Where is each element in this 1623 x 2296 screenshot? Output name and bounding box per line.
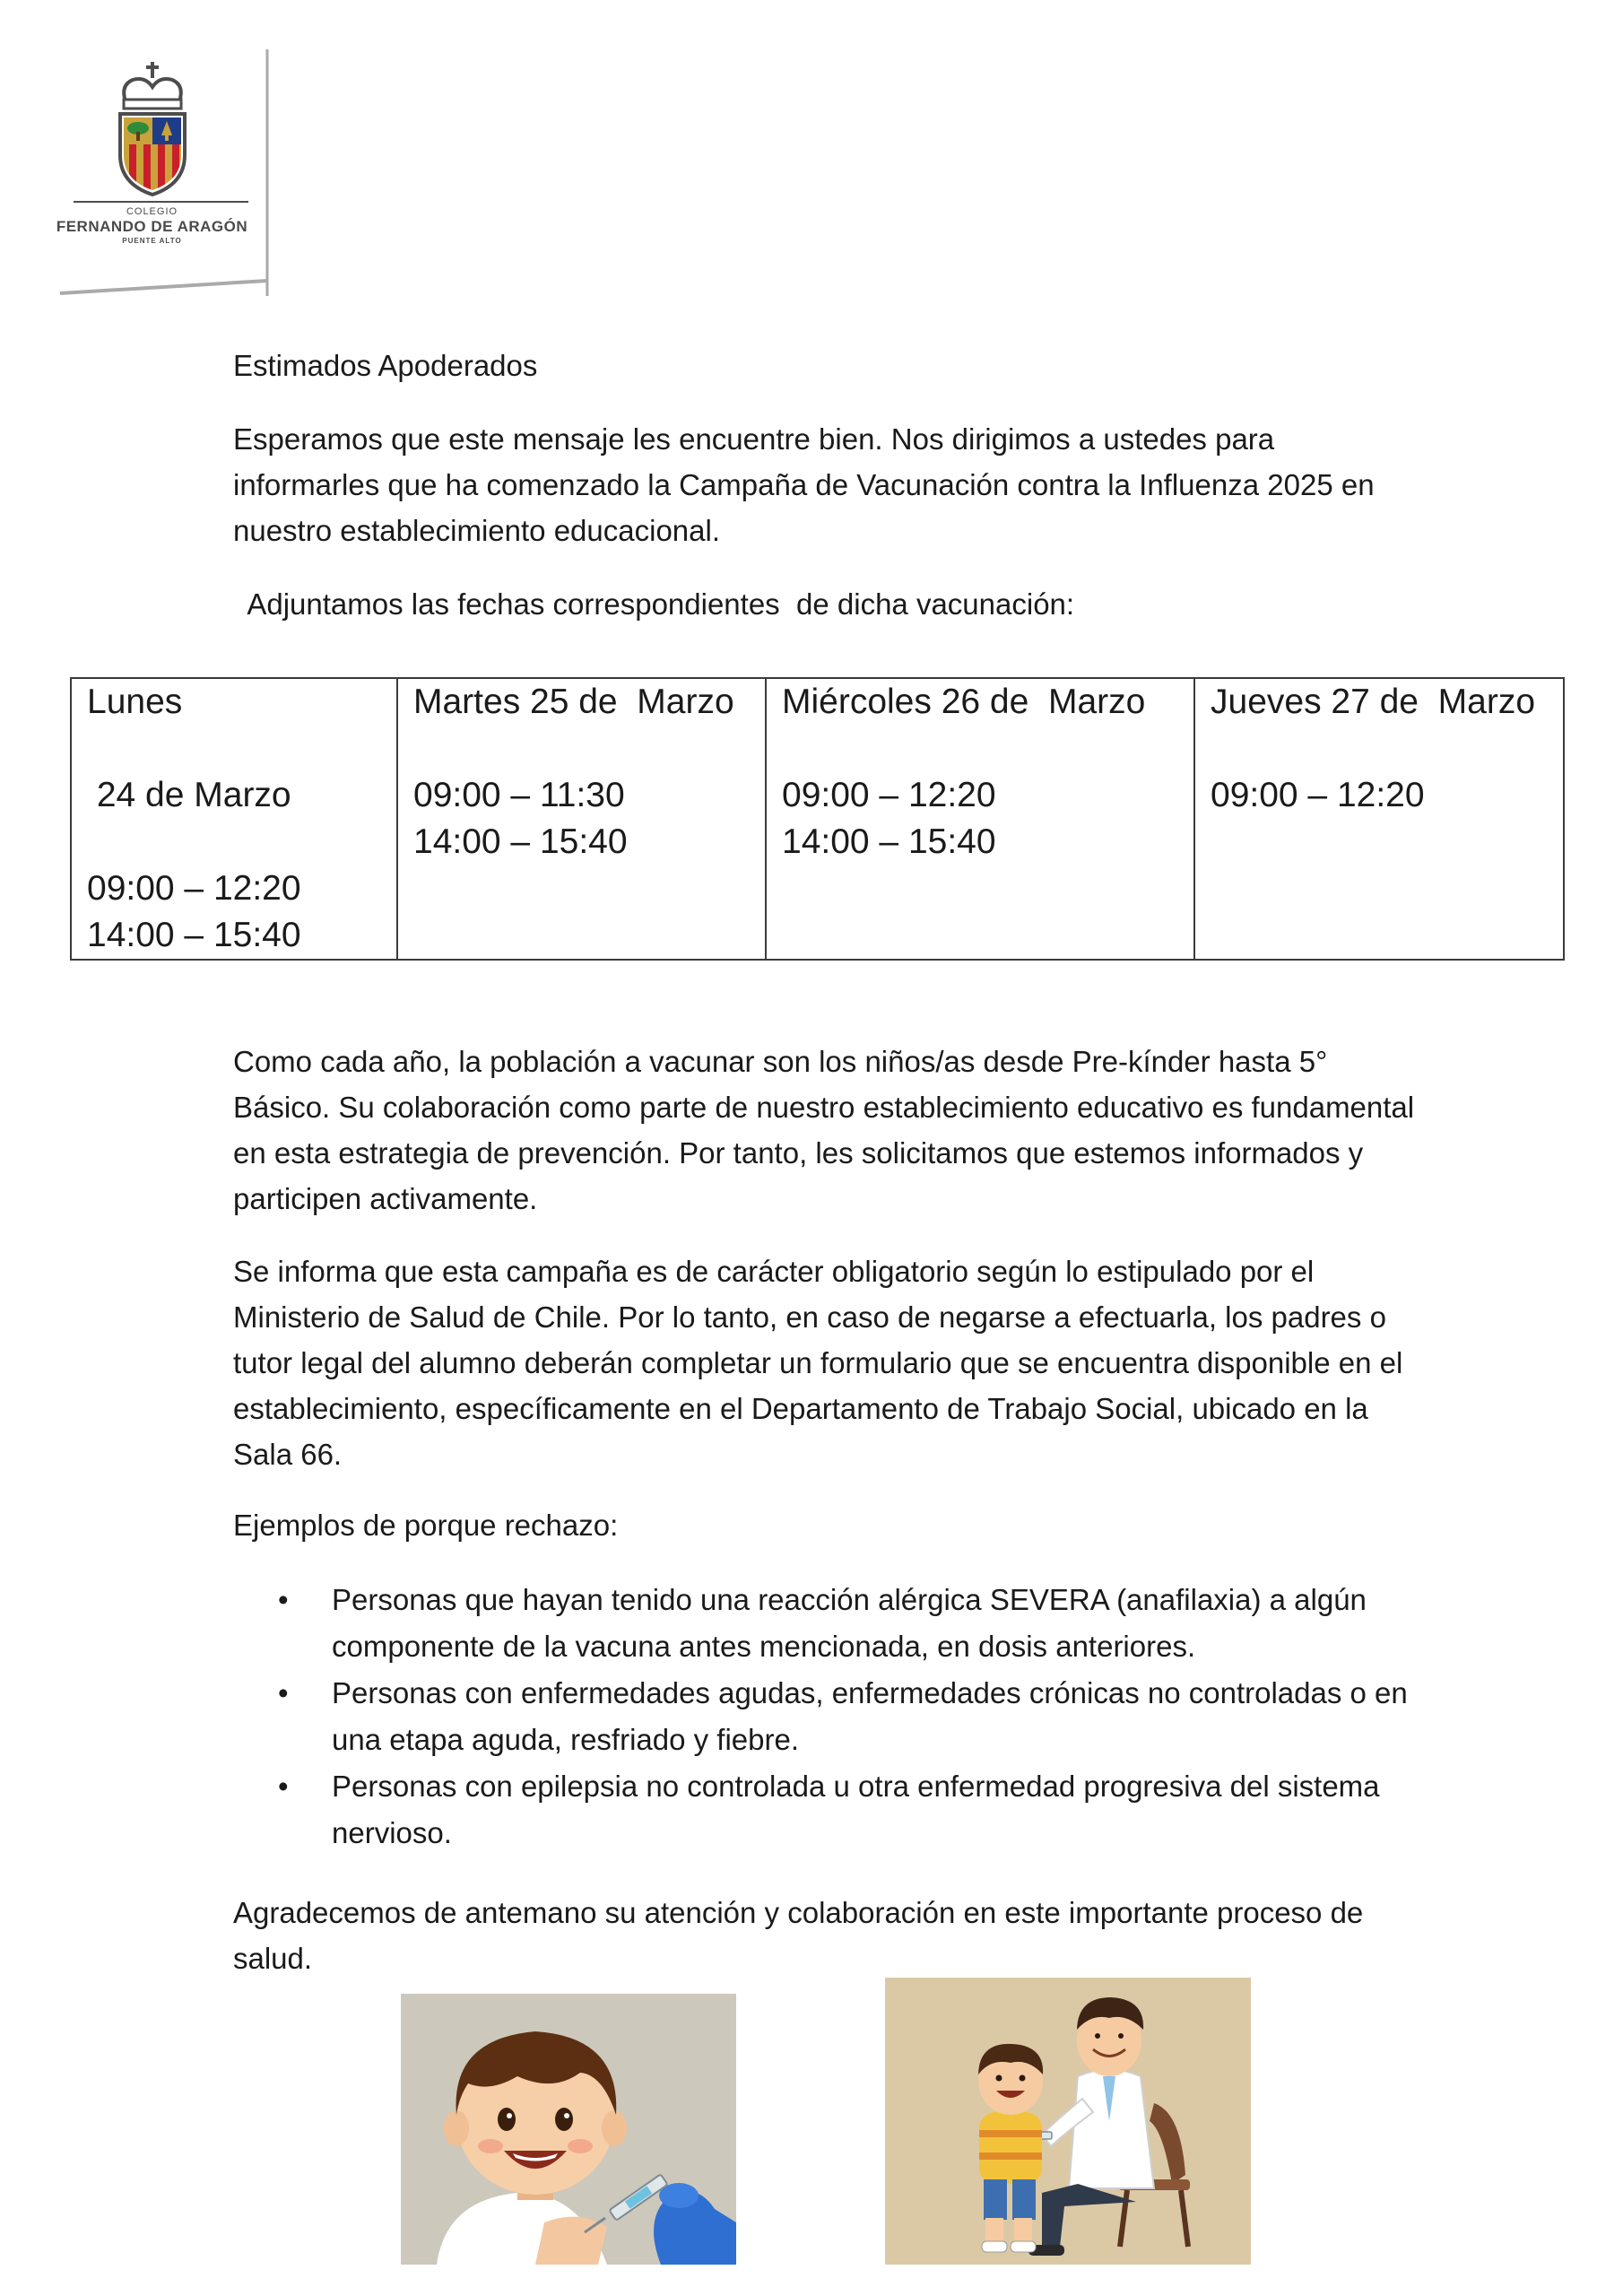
reason-text: Personas que hayan tenido una reacción alérgica SEVERA (anafilaxia) a algún componente de la vacuna antes mencionada, en dosis anteriores. <box>332 1583 1367 1663</box>
school-crest-icon <box>56 49 280 300</box>
logo-school-name: FERNANDO DE ARAGÓN <box>56 218 248 235</box>
reason-text: Personas con epilepsia no controlada u otra enfermedad progresiva del sistema nervioso. <box>332 1770 1380 1849</box>
schedule-cell-tuesday <box>397 678 766 960</box>
dates-intro: Adjuntamos las fechas correspondientes de dicha vacunación: <box>240 587 1075 621</box>
reason-text: Personas con enfermedades agudas, enfermedades crónicas no controladas o en una etapa aguda, resfriado y fiebre. <box>332 1676 1408 1756</box>
doctor-with-child-icon <box>885 1978 1251 2265</box>
rejection-reasons-list <box>233 1577 1417 1857</box>
schedule-line: Martes 25 de Marzo <box>413 683 734 721</box>
child-vaccination-icon <box>401 1994 736 2265</box>
list-item <box>233 1763 1417 1857</box>
schedule-line <box>87 726 384 772</box>
schedule-line: 14:00 – 15:40 <box>782 822 996 861</box>
bullet-icon: • <box>278 1676 289 1709</box>
examples-intro: Ejemplos de porque rechazo: <box>233 1509 619 1542</box>
logo-location: PUENTE ALTO <box>122 237 182 245</box>
schedule-line: 09:00 – 12:20 <box>1211 776 1425 814</box>
doctor-with-child-illustration <box>885 1978 1251 2265</box>
mandatory-paragraph: Se informa que esta campaña es de carácter obligatorio según lo estipulado por el Ministerio de Salud de Chile. Por lo tanto, en caso de negarse a efectuarla, los padres o tutor legal del alumno deberán completar un formulario que se encuentra disponible en el establecimiento, específicamente en el Departamento de Trabajo Social, ubicado en la Sala 66. <box>233 1255 1403 1471</box>
schedule-line <box>782 726 1181 772</box>
schedule-line: 14:00 – 15:40 <box>413 822 628 861</box>
schedule-line: 09:00 – 12:20 <box>782 776 996 814</box>
population-paragraph: Como cada año, la población a vacunar son los niños/as desde Pre-kínder hasta 5° Básico. Su colaboración como parte de nuestro establecimiento educativo es fundamental en esta estrategia de prevención. Por tanto, les solicitamos que estemos informados y participen activamente. <box>233 1045 1415 1215</box>
schedule-line: Miércoles 26 de Marzo <box>782 683 1146 721</box>
schedule-line: 09:00 – 12:20 <box>87 869 301 908</box>
schedule-line <box>87 819 384 865</box>
logo-label-colegio: COLEGIO <box>126 206 178 217</box>
list-item <box>233 1577 1417 1670</box>
intro-paragraph: Esperamos que este mensaje les encuentre bien. Nos dirigimos a ustedes para informarles que ha comenzado la Campaña de Vacunación contra la Influenza 2025 en nuestro establecimiento educacional. <box>233 422 1375 547</box>
bullet-icon: • <box>278 1583 289 1616</box>
thanks-paragraph: Agradecemos de antemano su atención y colaboración en este importante proceso de salud. <box>233 1896 1364 1975</box>
schedule-line: 24 de Marzo <box>87 776 291 814</box>
schedule-line <box>1211 726 1550 772</box>
child-vaccination-illustration <box>401 1994 736 2265</box>
schedule-line: 09:00 – 11:30 <box>413 776 625 814</box>
bullet-icon: • <box>278 1770 289 1803</box>
schedule-line: Lunes <box>87 683 183 721</box>
schedule-cell-monday <box>71 678 397 960</box>
list-item <box>233 1670 1417 1763</box>
schedule-cell-thursday <box>1194 678 1564 960</box>
greeting: Estimados Apoderados <box>233 349 538 382</box>
schedule-row <box>71 678 1564 960</box>
school-logo <box>56 49 280 300</box>
schedule-line <box>413 726 752 772</box>
schedule-line: 14:00 – 15:40 <box>87 916 301 954</box>
vaccination-schedule-table <box>70 677 1565 961</box>
schedule-cell-wednesday <box>766 678 1194 960</box>
schedule-line: Jueves 27 de Marzo <box>1211 683 1536 721</box>
